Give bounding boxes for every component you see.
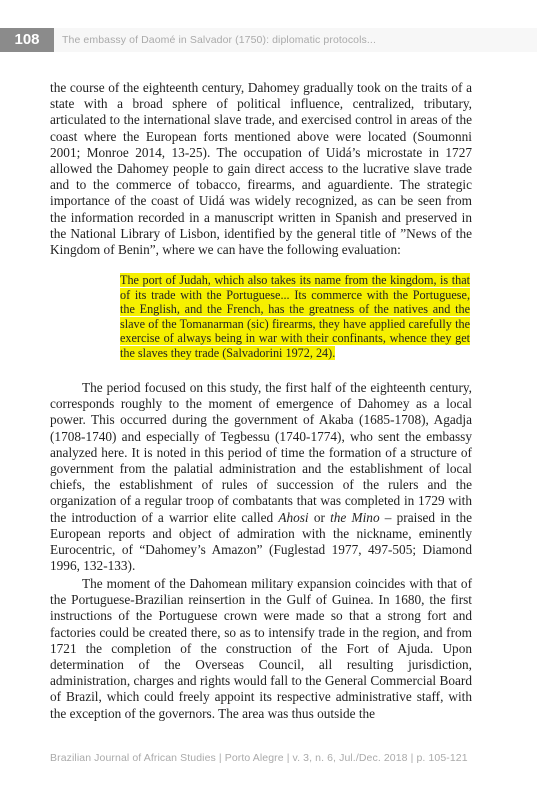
footer-citation: Brazilian Journal of African Studies | Porto Alegre | v. 3, n. 6, Jul./Dec. 2018 | p. 105-121 bbox=[50, 752, 468, 764]
running-title: The embassy of Daomé in Salvador (1750): diplomatic protocols... bbox=[62, 34, 376, 46]
paragraph-2 bbox=[50, 380, 472, 574]
quote-highlight: The port of Judah, which also takes its name from the kingdom, is that of its trade with the Portuguese... Its commerce with the Portuguese, the English, and the French, has the greatness of the natives and the slave of the Tomanarman (sic) firearms, they have applied carefully the exercise of always being in war with their confinants, whence they get the slaves they trade (Salvadorini 1972, 24). bbox=[120, 273, 470, 360]
page-number: 108 bbox=[0, 28, 54, 52]
paragraph-2-text-c: – praised in the European reports and object of admiration with the nickname, eminently Eurocentric, of “Dahomey’s Amazon” (Fuglestad 1977, 497-505; Diamond 1996, 132-133). bbox=[50, 509, 473, 574]
highlighted-quote bbox=[120, 273, 470, 361]
term-the-mino: the Mino bbox=[330, 509, 380, 525]
paragraph-1: the course of the eighteenth century, Dahomey gradually took on the traits of a state with a broad sphere of political influence, centralized, tributary, articulated to the international slave trade, and exercised control in areas of the coast where the European forts mentioned above were located (Soumonni 2001; Monroe 2014, 13-25). The occupation of Uidá’s microstate in 1727 allowed the Dahomey people to gain direct access to the lucrative slave trade and to the commerce of tobacco, firearms, and aguardiente. The strategic importance of the coast of Uidá was widely recognized, as can be seen from the information recorded in a manuscript written in Spanish and preserved in the National Library of Lisbon, identified by the general title of ”News of the Kingdom of Benin”, where we can have the following evaluation: bbox=[50, 80, 472, 258]
paragraph-2-text-a: The period focused on this study, the first half of the eighteenth century, corresponds roughly to the moment of emergence of Dahomey as a local power. This occurred during the government of Akaba (1685-1708), Agadja (1708-1740) and especially of Tegbessu (1740-1774), who sent the embassy analyzed here. It is noted in this period of time the formation of a structure of government from the palatial administration and the establishment of local chiefs, the establishment of rules of succession of the rulers and the organization of a regular troop of combatants that was completed in 1729 with the introduction of a warrior elite called bbox=[50, 380, 472, 525]
paragraph-3: The moment of the Dahomean military expansion coincides with that of the Portuguese-Brazilian reinsertion in the Gulf of Guinea. In 1680, the first instructions of the Portuguese crown were made so that a strong fort and factories could be created there, so as to intensify trade in the region, and from 1721 the completion of the construction of the Fort of Ajuda. Upon determination of the Overseas Council, all resulting jurisdiction, administration, charges and rights would fall to the General Commercial Board of Brazil, which could freely appoint its respective administrative staff, with the exception of the governors. The area was thus outside the bbox=[50, 576, 472, 721]
paragraph-2-text-b: or bbox=[308, 509, 331, 525]
term-ahosi: Ahosi bbox=[278, 509, 309, 525]
